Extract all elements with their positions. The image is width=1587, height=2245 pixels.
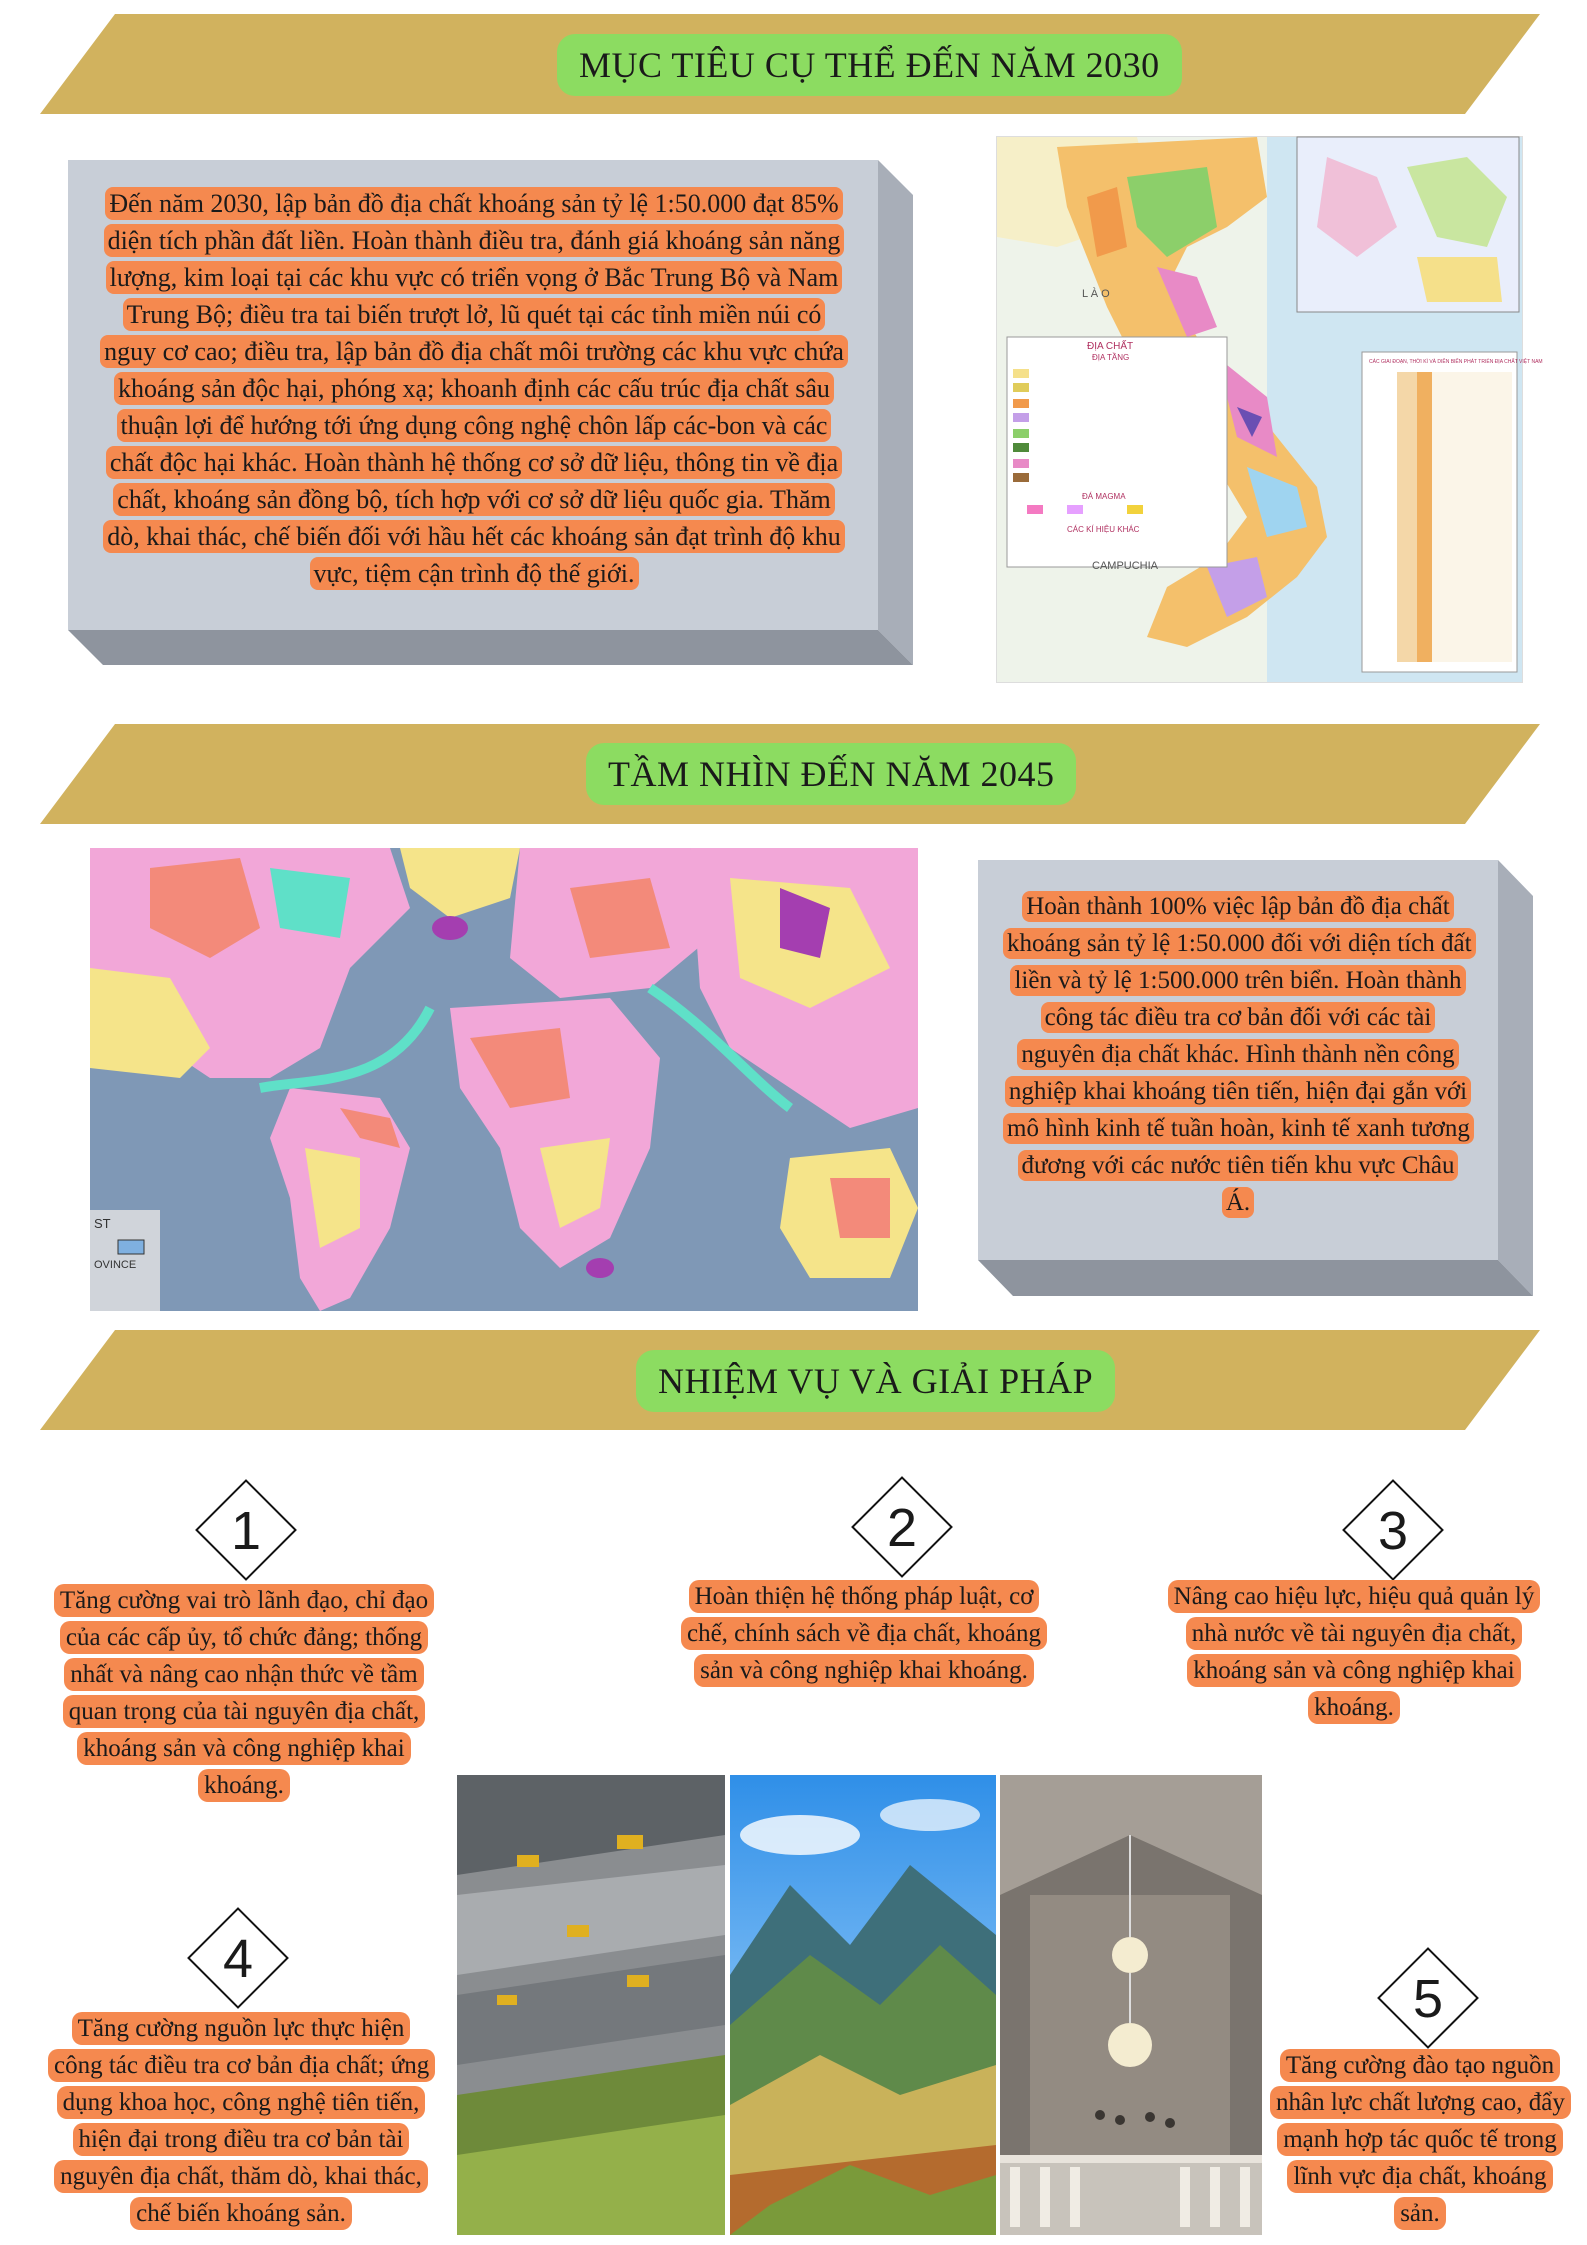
- legend-magma: ĐÁ MAGMA: [1082, 492, 1126, 501]
- task-2-text: Hoàn thiện hệ thống pháp luật, cơ chế, chính sách về địa chất, khoáng sản và công nghiệp khai khoáng.: [672, 1578, 1056, 1689]
- task-4-number: 4: [202, 1922, 274, 1994]
- section-title-tasks: NHIỆM VỤ VÀ GIẢI PHÁP: [636, 1350, 1115, 1412]
- lao-label: L À O: [1082, 288, 1110, 300]
- salt-mine-photo: [1000, 1775, 1262, 2235]
- world-legend-label: OVINCE: [94, 1259, 137, 1271]
- legend-subtitle: ĐỊA TẦNG: [1092, 353, 1130, 362]
- vietnam-geology-map: [996, 136, 1543, 683]
- vision-2045-panel: [978, 860, 1533, 1296]
- world-legend-code: ST: [94, 1216, 111, 1231]
- mining-photo: [457, 1775, 725, 2235]
- legend-title: ĐỊA CHẤT: [1087, 341, 1134, 352]
- task-5-text: Tăng cường đào tạo nguồn nhân lực chất lượng cao, đẩy mạnh hợp tác quốc tế trong lĩnh vực địa chất, khoáng sản.: [1270, 2047, 1570, 2232]
- task-2-number: 2: [866, 1491, 938, 1563]
- goals-2030-panel: [68, 160, 913, 665]
- world-geology-map: [90, 848, 918, 1311]
- task-3-text: Nâng cao hiệu lực, hiệu quả quản lý nhà nước về tài nguyên địa chất, khoáng sản và công nghiệp khai khoáng.: [1162, 1578, 1546, 1726]
- legend-other: CÁC KÍ HIỆU KHÁC: [1067, 525, 1140, 534]
- section-title-2045: TẦM NHÌN ĐẾN NĂM 2045: [586, 743, 1076, 805]
- section-title-2030: MỤC TIÊU CỤ THỂ ĐẾN NĂM 2030: [557, 34, 1182, 96]
- vision-2045-text: Hoàn thành 100% việc lập bản đồ địa chất khoáng sản tỷ lệ 1:50.000 đối với diện tích đất liền và tỷ lệ 1:500.000 trên biển. Hoàn thành công tác điều tra cơ bản đối với các tài nguyên địa chất khác. Hình thành nền công nghiệp khai khoáng tiên tiến, hiện đại gắn với mô hình kinh tế tuần hoàn, kinh tế xanh tương đương với các nước tiên tiến khu vực Châu Á.: [1003, 888, 1473, 1221]
- mountain-photo: [730, 1775, 996, 2235]
- task-1-number: 1: [210, 1494, 282, 1566]
- goals-2030-text: Đến năm 2030, lập bản đồ địa chất khoáng sản tỷ lệ 1:50.000 đạt 85% diện tích phần đất liền. Hoàn thành điều tra, đánh giá khoáng sản năng lượng, kim loại tại các khu vực có triển vọng ở Bắc Trung Bộ và Nam Trung Bộ; điều tra tai biến trượt lở, lũ quét tại các tỉnh miền núi có nguy cơ cao; điều tra, lập bản đồ địa chất môi trường các khu vực chứa khoáng sản độc hại, phóng xạ; khoanh định các cấu trúc địa chất sâu thuận lợi để hướng tới ứng dụng công nghệ chôn lấp các-bon và các chất độc hại khác. Hoàn thành hệ thống cơ sở dữ liệu, thông tin về địa chất, khoáng sản đồng bộ, tích hợp với cơ sở dữ liệu quốc gia. Thăm dò, khai thác, chế biến đối với hầu hết các khoáng sản đạt trình độ khu vực, tiệm cận trình độ thế giới.: [98, 185, 850, 592]
- task-4-text: Tăng cường nguồn lực thực hiện công tác điều tra cơ bản địa chất; ứng dụng khoa học, công nghệ tiên tiến, hiện đại trong điều tra cơ bản tài nguyên địa chất, thăm dò, khai thác, chế biến khoáng sản.: [48, 2010, 434, 2232]
- task-3-number: 3: [1357, 1494, 1429, 1566]
- timeline-title: CÁC GIAI ĐOẠN, THỜI KÌ VÀ DIỄN BIẾN PHÁT TRIỂN ĐỊA CHẤT VIỆT NAM: [1369, 359, 1543, 365]
- task-1-text: Tăng cường vai trò lãnh đạo, chỉ đạo của các cấp ủy, tổ chức đảng; thống nhất và nâng cao nhận thức về tầm quan trọng của tài nguyên địa chất, khoáng sản và công nghiệp khai khoáng.: [52, 1582, 436, 1804]
- task-5-number: 5: [1392, 1962, 1464, 2034]
- cambodia-label: CAMPUCHIA: [1092, 560, 1159, 572]
